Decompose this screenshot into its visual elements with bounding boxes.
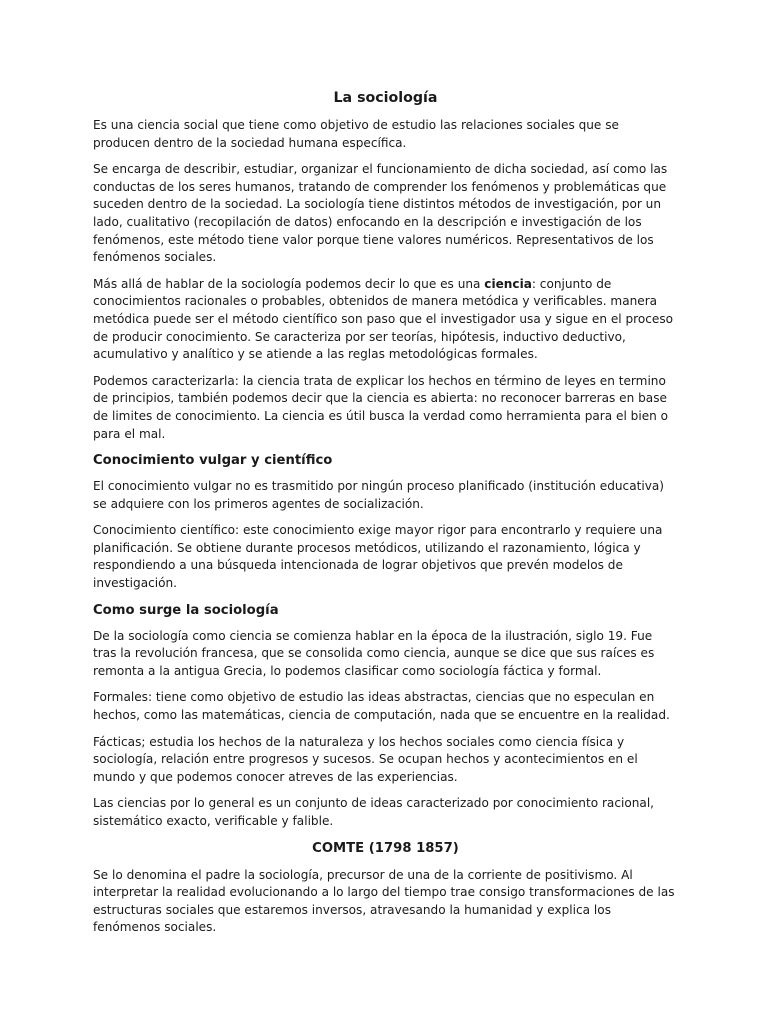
document-title: La sociología <box>333 90 438 106</box>
paragraph-vulgar-knowledge: El conocimiento vulgar no es trasmitido por ningún proceso planificado (institución educativa) se adquiere con los primeros agentes de socialización. <box>93 479 664 511</box>
section-heading-comte: COMTE (1798 1857) <box>312 840 459 856</box>
paragraph-sciences-general: Las ciencias por lo general es un conjunto de ideas caracterizado por conocimiento racional, sistemático exacto, verificable y falible. <box>93 796 655 828</box>
paragraph-factual: Fácticas; estudia los hechos de la naturaleza y los hechos sociales como ciencia física y sociología, relación entre progresos y sucesos. Se ocupan hechos y acontecimientos en el mundo y que podemos conocer atreves de las experiencias. <box>93 734 638 784</box>
document-body <box>93 88 678 946</box>
paragraph-characterize: Podemos caracterizarla: la ciencia trata de explicar los hechos en término de leyes en termino de principios, también podemos decir que la ciencia es abierta: no reconocer barreras en base de limites de conocimiento. La ciencia es útil busca la verdad como herramienta para el bien o para el mal. <box>93 373 669 441</box>
paragraph-formal: Formales: tiene como objetivo de estudio las ideas abstractas, ciencias que no especulan en hechos, como las matemáticas, ciencia de computación, nada que se encuentre en la realidad. <box>93 690 670 723</box>
section-heading-origin: Como surge la sociología <box>93 602 279 618</box>
paragraph-science-lead: Más allá de hablar de la sociología podemos decir lo que es una <box>93 276 485 291</box>
paragraph-methods: Se encarga de describir, estudiar, organizar el funcionamiento de dicha sociedad, así como las conductas de los seres humanos, tratando de comprender los fenómenos y problemáticas que suceden dentro de la sociedad. La sociología tiene distintos métodos de investigación, por un lado, cualitativo (recopilación de datos) enfocando en la descripción e investigación de los fenómenos, este método tiene valor porque tiene valores numéricos. Representativos de los fenómenos sociales. <box>93 162 668 265</box>
paragraph-science-rest: : conjunto de conocimientos racionales o probables, obtenidos de manera metódica y verificables. manera metódica puede ser el método científico son paso que el investigador usa y sigue en el proceso de producir conocimiento. Se caracteriza por ser teorías, hipótesis, inductivo deductivo, acumulativo y analítico y se atiende a las reglas metodológicas formales. <box>93 276 674 362</box>
paragraph-origin: De la sociología como ciencia se comienza hablar en la época de la ilustración, siglo 19. Fue tras la revolución francesa, que se consolida como ciencia, aunque se dice que sus raíces es remonta a la antigua Grecia, lo podemos clasificar como sociología fáctica y formal. <box>93 628 655 678</box>
section-heading-knowledge: Conocimiento vulgar y científico <box>93 453 333 469</box>
paragraph-scientific-knowledge: Conocimiento científico: este conocimiento exige mayor rigor para encontrarlo y requiere una planificación. Se obtiene durante procesos metódicos, utilizando el razonamiento, lógica y respondiendo a una búsqueda intencionada de lograr objetivos que prevén modelos de investigación. <box>93 523 663 591</box>
paragraph-science <box>93 276 678 364</box>
keyword-ciencia: ciencia <box>484 276 532 291</box>
paragraph-definition: Es una ciencia social que tiene como objetivo de estudio las relaciones sociales que se producen dentro de la sociedad humana específica. <box>93 118 619 150</box>
paragraph-comte: Se lo denomina el padre la sociología, precursor de una de la corriente de positivismo. Al interpretar la realidad evolucionando a lo largo del tiempo trae consigo transformaciones de las estructuras sociales que estaremos inversos, atravesando la humanidad y explica los fenómenos sociales. <box>93 867 675 935</box>
